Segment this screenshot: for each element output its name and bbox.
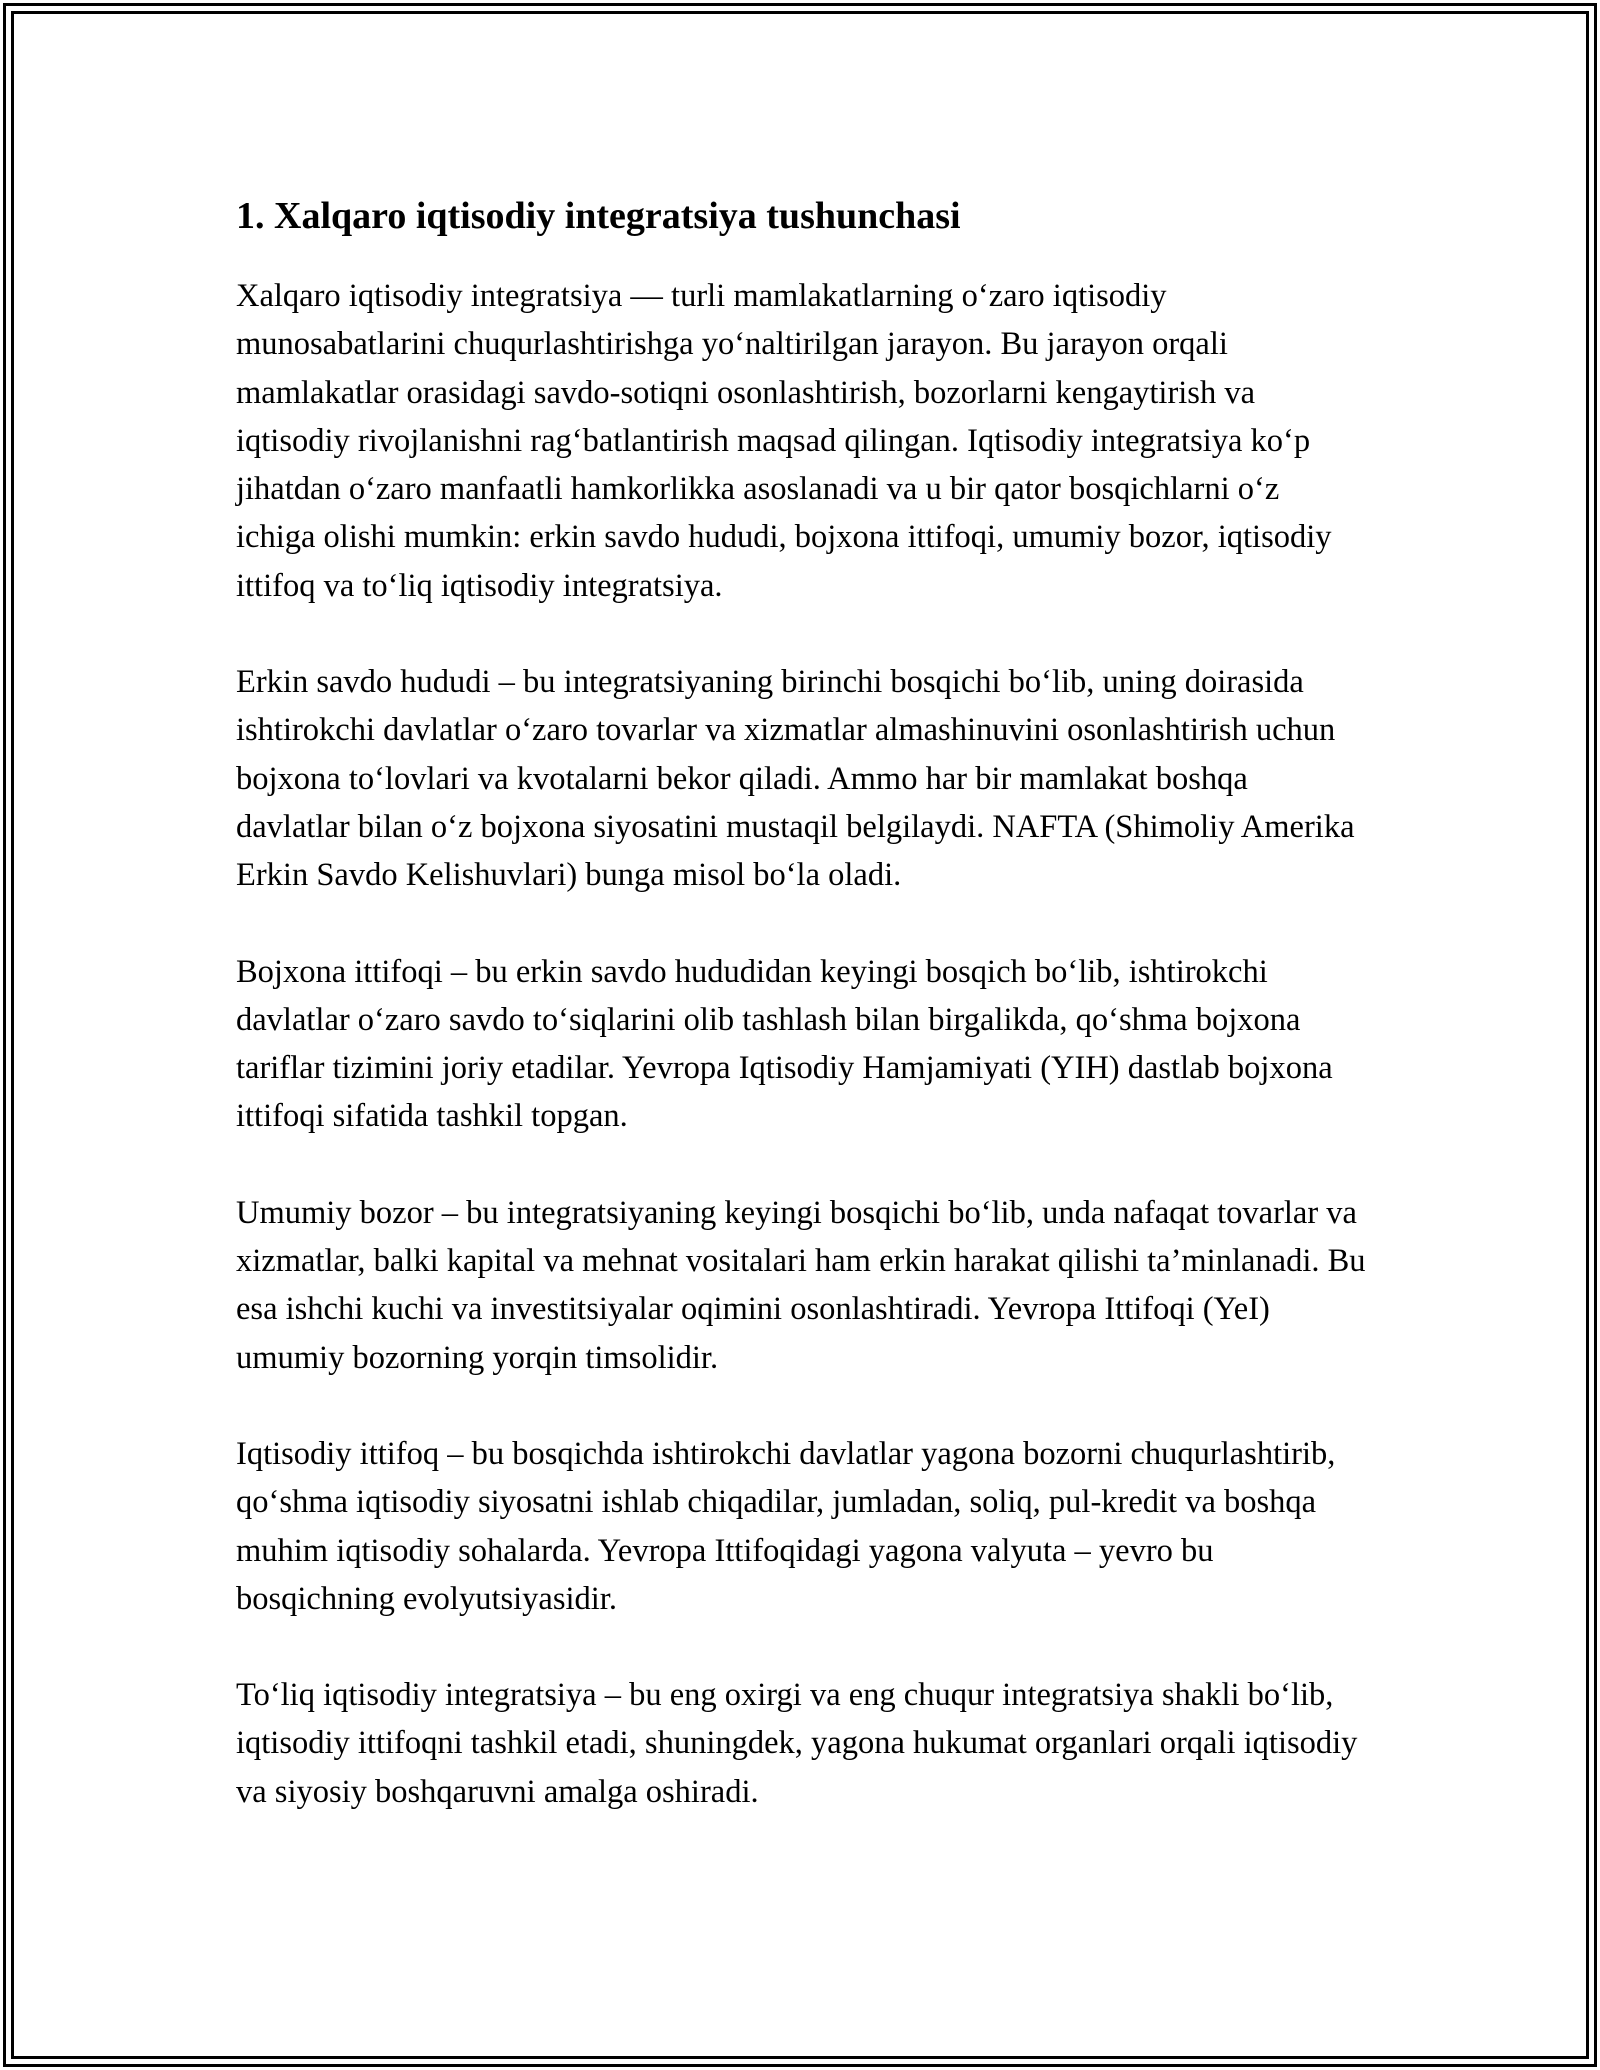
document-body [236, 188, 1366, 1864]
paragraph-economic-union: Iqtisodiy ittifoq – bu bosqichda ishtirokchi davlatlar yagona bozorni chuqurlashtirib, qo‘shma iqtisodiy siyosatni ishlab chiqadilar, jumladan, soliq, pul-kredit va boshqa muhim iqtisodiy sohalarda. Yevropa Ittifoqidagi yagona valyuta – yevro bu bosqichning evolyutsiyasidir. [236, 1435, 1336, 1617]
paragraph-customs-union: Bojxona ittifoqi – bu erkin savdo hududidan keyingi bosqich bo‘lib, ishtirokchi davlatlar o‘zaro savdo to‘siqlarini olib tashlash bilan birgalikda, qo‘shma bojxona tariflar tizimini joriy etadilar. Yevropa Iqtisodiy Hamjamiyati (YIH) dastlab bojxona ittifoqi sifatida tashkil topgan. [236, 953, 1333, 1135]
paragraph-full-integration: To‘liq iqtisodiy integratsiya – bu eng oxirgi va eng chuqur integratsiya shakli bo‘lib, iqtisodiy ittifoqni tashkil etadi, shuningdek, yagona hukumat organlari orqali iqtisodiy va siyosiy boshqaruvni amalga oshiradi. [236, 1677, 1358, 1810]
paragraph-free-trade-area: Erkin savdo hududi – bu integratsiyaning birinchi bosqichi bo‘lib, uning doirasida ishtirokchi davlatlar o‘zaro tovarlar va xizmatlar almashinuvini osonlashtirish uchun bojxona to‘lovlari va kvotalarni bekor qiladi. Ammo har bir mamlakat boshqa davlatlar bilan o‘z bojxona siyosatini mustaqil belgilaydi. NAFTA (Shimoliy Amerika Erkin Savdo Kelishuvlari) bunga misol bo‘la oladi. [236, 664, 1355, 894]
paragraph-intro: Xalqaro iqtisodiy integratsiya — turli mamlakatlarning o‘zaro iqtisodiy munosabatlarini chuqurlashtirishga yo‘naltirilgan jarayon. Bu jarayon orqali mamlakatlar orasidagi savdo-sotiqni osonlashtirish, bozorlarni kengaytirish va iqtisodiy rivojlanishni rag‘batlantirish maqsad qilingan. Iqtisodiy integratsiya ko‘p jihatdan o‘zaro manfaatli hamkorlikka asoslanadi va u bir qator bosqichlarni o‘z ichiga olishi mumkin: erkin savdo hududi, bojxona ittifoqi, umumiy bozor, iqtisodiy ittifoq va to‘liq iqtisodiy integratsiya. [236, 278, 1332, 604]
paragraph-common-market: Umumiy bozor – bu integratsiyaning keyingi bosqichi bo‘lib, unda nafaqat tovarlar va xizmatlar, balki kapital va mehnat vositalari ham erkin harakat qilishi ta’minlanadi. Bu esa ishchi kuchi va investitsiyalar oqimini osonlashtiradi. Yevropa Ittifoqi (YeI) umumiy bozorning yorqin timsolidir. [236, 1194, 1366, 1376]
section-heading: 1. Xalqaro iqtisodiy integratsiya tushunchasi [236, 195, 961, 237]
